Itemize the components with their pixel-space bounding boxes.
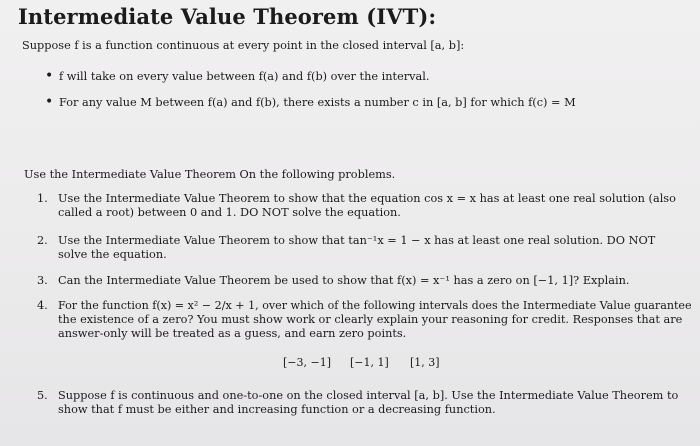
problem-5-line-1: Suppose f is continuous and one-to-one on the closed interval [a, b]. Use the Intermediate Value Theorem to xyxy=(58,389,679,402)
problem-2-line-1: Use the Intermediate Value Theorem to show that tan⁻¹x = 1 − x has at least one real solution. DO NOT xyxy=(58,234,656,247)
problem-5-line-2: show that f must be either and increasing function or a decreasing function. xyxy=(58,403,496,416)
problem-2-line-2: solve the equation. xyxy=(58,248,167,261)
problem-1-line-2: called a root) between 0 and 1. DO NOT solve the equation. xyxy=(58,206,401,219)
instruction-text: Use the Intermediate Value Theorem On the following problems. xyxy=(24,168,396,181)
problem-2-number: 2. xyxy=(37,234,48,247)
problem-4-line-2: the existence of a zero? You must show work or clearly explain your reasoning for credit. Responses that are xyxy=(58,313,683,326)
problem-4-number: 4. xyxy=(37,299,48,312)
problem-1-number: 1. xyxy=(37,192,48,205)
interval-option-2: [−1, 1] xyxy=(350,356,389,369)
page-title: Intermediate Value Theorem (IVT): xyxy=(18,4,437,29)
problem-5-number: 5. xyxy=(37,389,48,402)
interval-option-1: [−3, −1] xyxy=(283,356,332,369)
theorem-bullet-2: • For any value M between f(a) and f(b), there exists a number c in [a, b] for which f(c) = M xyxy=(59,96,576,110)
problem-4-line-3: answer-only will be treated as a guess, and earn zero points. xyxy=(58,327,407,340)
problem-3-number: 3. xyxy=(37,274,48,287)
theorem-intro: Suppose f is a function continuous at every point in the closed interval [a, b]: xyxy=(22,39,465,52)
problem-3-line-1: Can the Intermediate Value Theorem be used to show that f(x) = x⁻¹ has a zero on [−1, 1]? Explain. xyxy=(58,274,630,287)
problem-1-line-1: Use the Intermediate Value Theorem to show that the equation cos x = x has at least one real solution (also xyxy=(58,192,676,205)
theorem-bullet-1: • f will take on every value between f(a) and f(b) over the interval. xyxy=(59,70,429,84)
problem-4-line-1: For the function f(x) = x² − 2/x + 1, over which of the following intervals does the Intermediate Value guarantee xyxy=(58,299,692,312)
interval-option-3: [1, 3] xyxy=(410,356,440,369)
